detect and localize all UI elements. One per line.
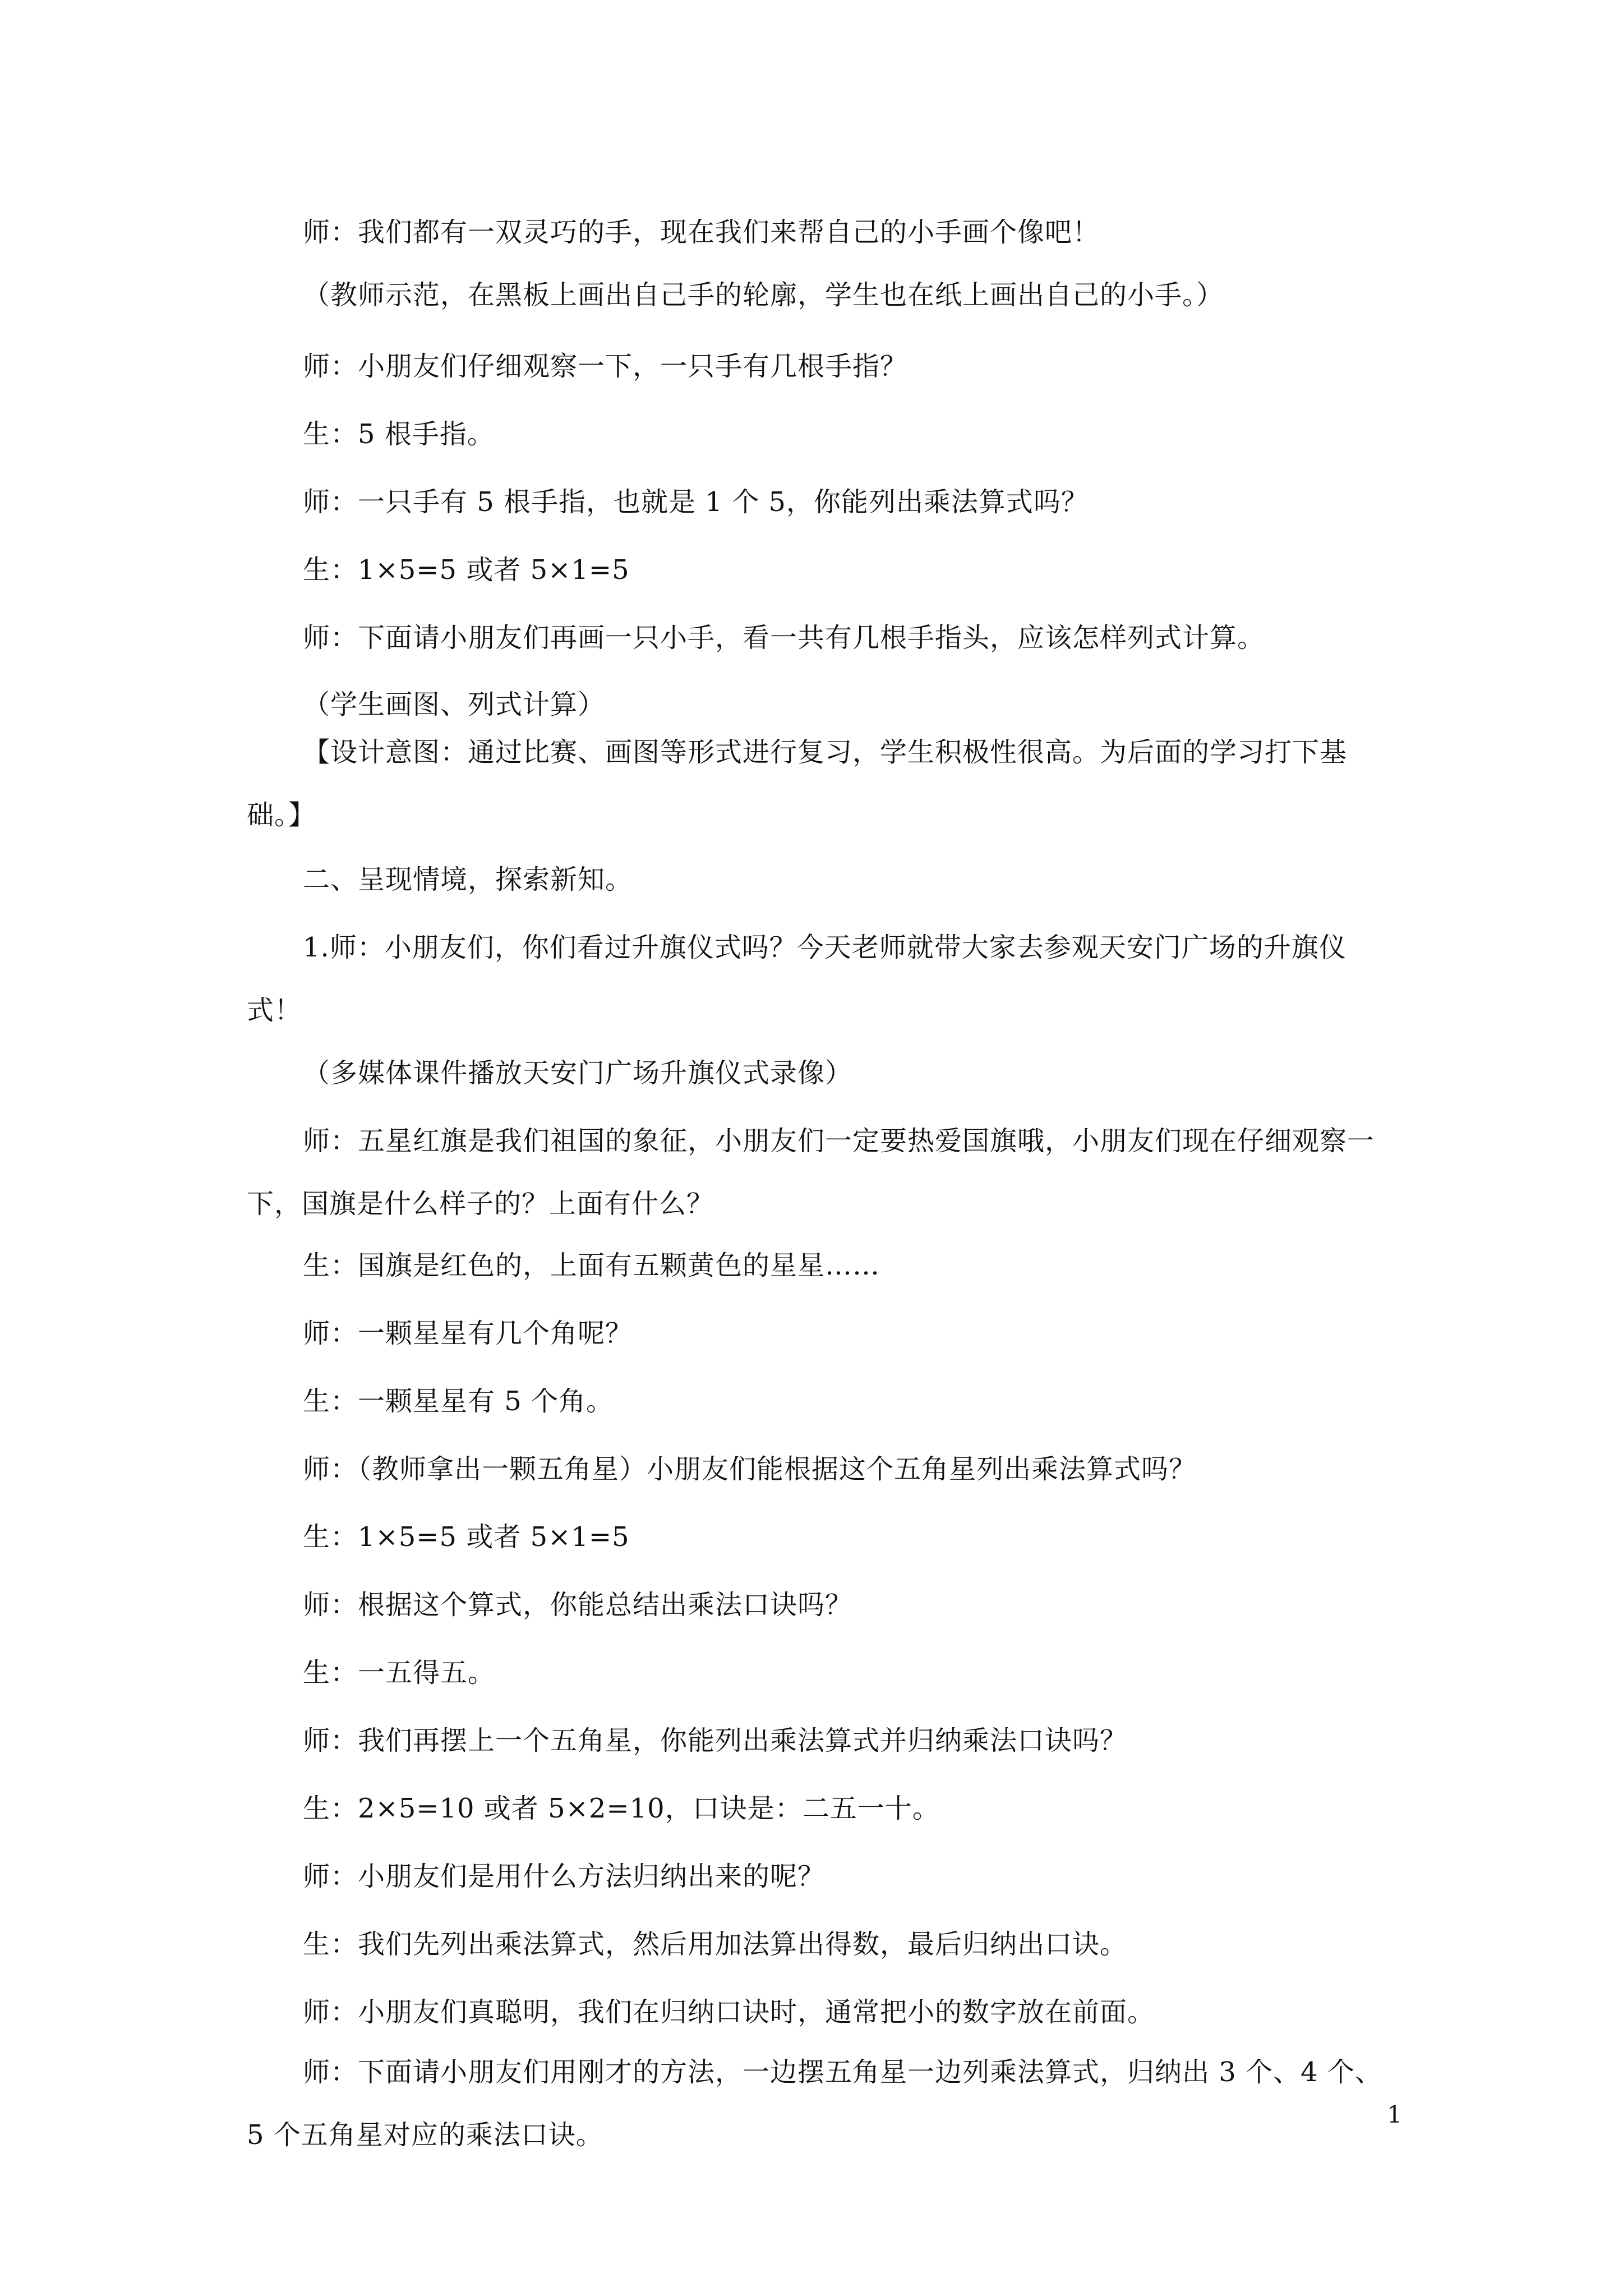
section-heading: 二、呈现情境，探索新知。: [303, 864, 633, 895]
design-intent-note: 【设计意图：通过比赛、画图等形式进行复习，学生积极性很高。为后面的学习打下基础。】: [247, 737, 1348, 831]
paragraph: 师：五星红旗是我们祖国的象征，小朋友们一定要热爱国旗哦，小朋友们现在仔细观察一下，国旗是什么样子的？上面有什么？: [247, 1125, 1375, 1220]
paragraph: 生：一五得五。: [303, 1657, 496, 1688]
paragraph: 生：2×5=10 或者 5×2=10，口诀是：二五一十。: [303, 1793, 940, 1824]
paragraph: 师：（教师拿出一颗五角星）小朋友们能根据这个五角星列出乘法算式吗？: [303, 1453, 1197, 1485]
paragraph: 师：一只手有 5 根手指，也就是 1 个 5，你能列出乘法算式吗？: [303, 486, 1089, 518]
paragraph: 师：一颗星星有几个角呢？: [303, 1318, 633, 1349]
paragraph: （多媒体课件播放天安门广场升旗仪式录像）: [303, 1057, 853, 1089]
paragraph: （学生画图、列式计算）: [303, 689, 606, 720]
paragraph: 师：小朋友们仔细观察一下，一只手有几根手指？: [303, 351, 908, 382]
paragraph: 师：小朋友们是用什么方法归纳出来的呢？: [303, 1861, 826, 1892]
paragraph: 生：5 根手指。: [303, 418, 495, 450]
paragraph: 师：我们都有一双灵巧的手，现在我们来帮自己的小手画个像吧！: [303, 217, 1100, 248]
paragraph: 生：1×5=5 或者 5×1=5: [303, 554, 630, 586]
paragraph: 生：国旗是红色的，上面有五颗黄色的星星……: [303, 1250, 880, 1281]
paragraph: 师：小朋友们真聪明，我们在归纳口诀时，通常把小的数字放在前面。: [303, 1996, 1155, 2028]
paragraph: 1.师：小朋友们，你们看过升旗仪式吗？今天老师就带大家去参观天安门广场的升旗仪式！: [247, 932, 1347, 1026]
page-number: 1: [1387, 2101, 1402, 2128]
paragraph: 生：一颗星星有 5 个角。: [303, 1386, 614, 1417]
paragraph: （教师示范，在黑板上画出自己手的轮廓，学生也在纸上画出自己的小手。）: [303, 279, 1224, 311]
paragraph: 生：我们先列出乘法算式，然后用加法算出得数，最后归纳出口诀。: [303, 1929, 1128, 1960]
paragraph: 师：我们再摆上一个五角星，你能列出乘法算式并归纳乘法口诀吗？: [303, 1725, 1128, 1756]
paragraph: 师：根据这个算式，你能总结出乘法口诀吗？: [303, 1589, 853, 1621]
paragraph: 师：下面请小朋友们再画一只小手，看一共有几根手指头，应该怎样列式计算。: [303, 622, 1265, 654]
paragraph: 生：1×5=5 或者 5×1=5: [303, 1521, 630, 1553]
paragraph: 师：下面请小朋友们用刚才的方法，一边摆五角星一边列乘法算式，归纳出 3 个、4 个、5 个五角星对应的乘法口诀。: [247, 2056, 1382, 2151]
